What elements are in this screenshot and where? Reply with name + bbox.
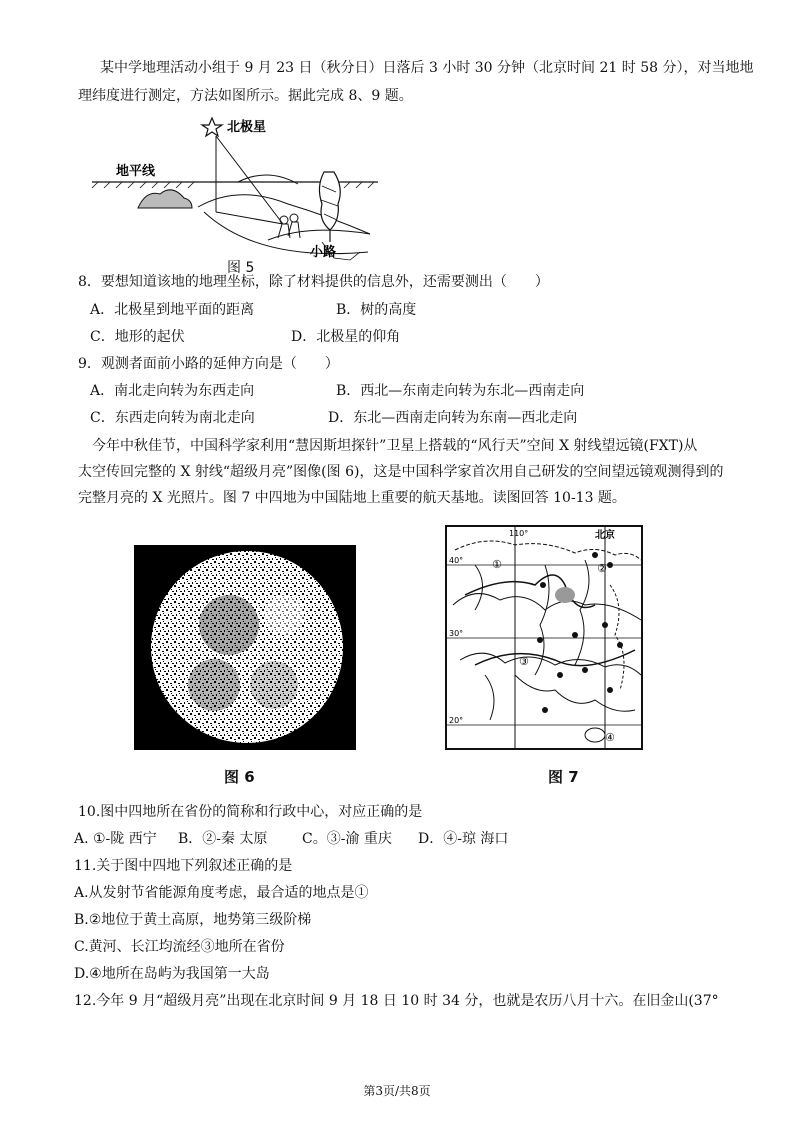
q8-option-c: C．地形的起伏 — [90, 329, 185, 345]
road-label: 小路 — [310, 245, 337, 260]
beijing-label: 北京 — [595, 530, 615, 541]
q10-option-d: D．④-琼 海口 — [418, 831, 509, 847]
q10-option-a: A. ①-陇 西宁 — [74, 831, 157, 847]
marker-1: ① — [492, 558, 502, 571]
figure-6-xray-moon — [134, 545, 356, 750]
horizon-label: 地平线 — [116, 164, 156, 179]
q10-stem: 10.图中四地所在省份的简称和行政中心，对应正确的是 — [78, 804, 423, 820]
q9-option-b: B．西北—东南走向转为东北—西南走向 — [336, 383, 585, 399]
q11-option-b: B.②地位于黄土高原，地势第三级阶梯 — [74, 912, 312, 928]
q8-option-d: D．北极星的仰角 — [291, 329, 401, 345]
tree-icon — [319, 172, 340, 230]
q9-option-d: D．东北—西南走向转为东南—西北走向 — [328, 410, 578, 426]
figure-5-diagram — [88, 112, 388, 272]
marker-2: ② — [597, 562, 607, 575]
polaris-star-icon — [202, 118, 222, 136]
lat-20-label: 20° — [449, 716, 464, 725]
figure-7-map — [445, 525, 643, 750]
q10-option-b: B．②-秦 太原 — [178, 831, 268, 847]
intro-1-line-2: 理纬度进行测定，方法如图所示。据此完成 8、9 题。 — [78, 88, 413, 104]
polaris-label: 北极星 — [227, 120, 267, 135]
figure-5-caption: 图 5 — [227, 260, 255, 276]
figure-7-caption: 图 7 — [548, 768, 579, 786]
intro-1-line-1: 某中学地理活动小组于 9 月 23 日（秋分日）日落后 3 小时 30 分钟（北京时间 21 时 58 分），对当地地 — [100, 60, 754, 76]
q9-option-a: A．南北走向转为东西走向 — [90, 383, 255, 399]
observer-icon — [280, 216, 288, 224]
q8-stem: 8．要想知道该地的地理坐标，除了材料提供的信息外，还需要测出（ ） — [78, 274, 549, 290]
page-number: 第3页/共8页 — [363, 1084, 431, 1098]
marker-4: ④ — [605, 731, 615, 744]
q9-stem: 9．观测者面前小路的延伸方向是（ ） — [78, 356, 339, 372]
lat-40-label: 40° — [449, 556, 464, 565]
intro-2-line-2: 太空传回完整的 X 射线“超级月亮”图像(图 6)，这是中国科学家首次用自己研发的空间望远镜观测得到的 — [78, 464, 724, 480]
q11-stem: 11.关于图中四地下列叙述正确的是 — [74, 858, 293, 874]
intro-2-line-3: 完整月亮的 X 光照片。图 7 中四地为中国陆地上重要的航天基地。读图回答 10-13 题。 — [78, 490, 626, 506]
q11-option-c: C.黄河、长江均流经③地所在省份 — [74, 939, 285, 955]
intro-2-line-1: 今年中秋佳节，中国科学家利用“慧因斯坦探针”卫星上搭载的“风行天”空间 X 射线望远镜(FXT)从 — [92, 438, 698, 454]
q10-option-c: C。③-渝 重庆 — [302, 831, 392, 847]
q8-option-b: B．树的高度 — [336, 302, 417, 318]
figure-6-caption: 图 6 — [224, 768, 255, 786]
lat-30-label: 30° — [449, 629, 464, 638]
marker-3: ③ — [519, 655, 529, 668]
lon-110-label: 110° — [509, 529, 529, 538]
q11-option-a: A.从发射节省能源角度考虑，最合适的地点是① — [74, 885, 369, 901]
q12-stem: 12.今年 9 月“超级月亮”出现在北京时间 9 月 18 日 10 时 34 分，也就是农历八月十六。在旧金山(37° — [74, 993, 719, 1009]
q8-option-a: A．北极星到地平面的距离 — [90, 302, 255, 318]
q9-option-c: C．东西走向转为南北走向 — [90, 410, 255, 426]
q11-option-d: D.④地所在岛屿为我国第一大岛 — [74, 966, 270, 982]
